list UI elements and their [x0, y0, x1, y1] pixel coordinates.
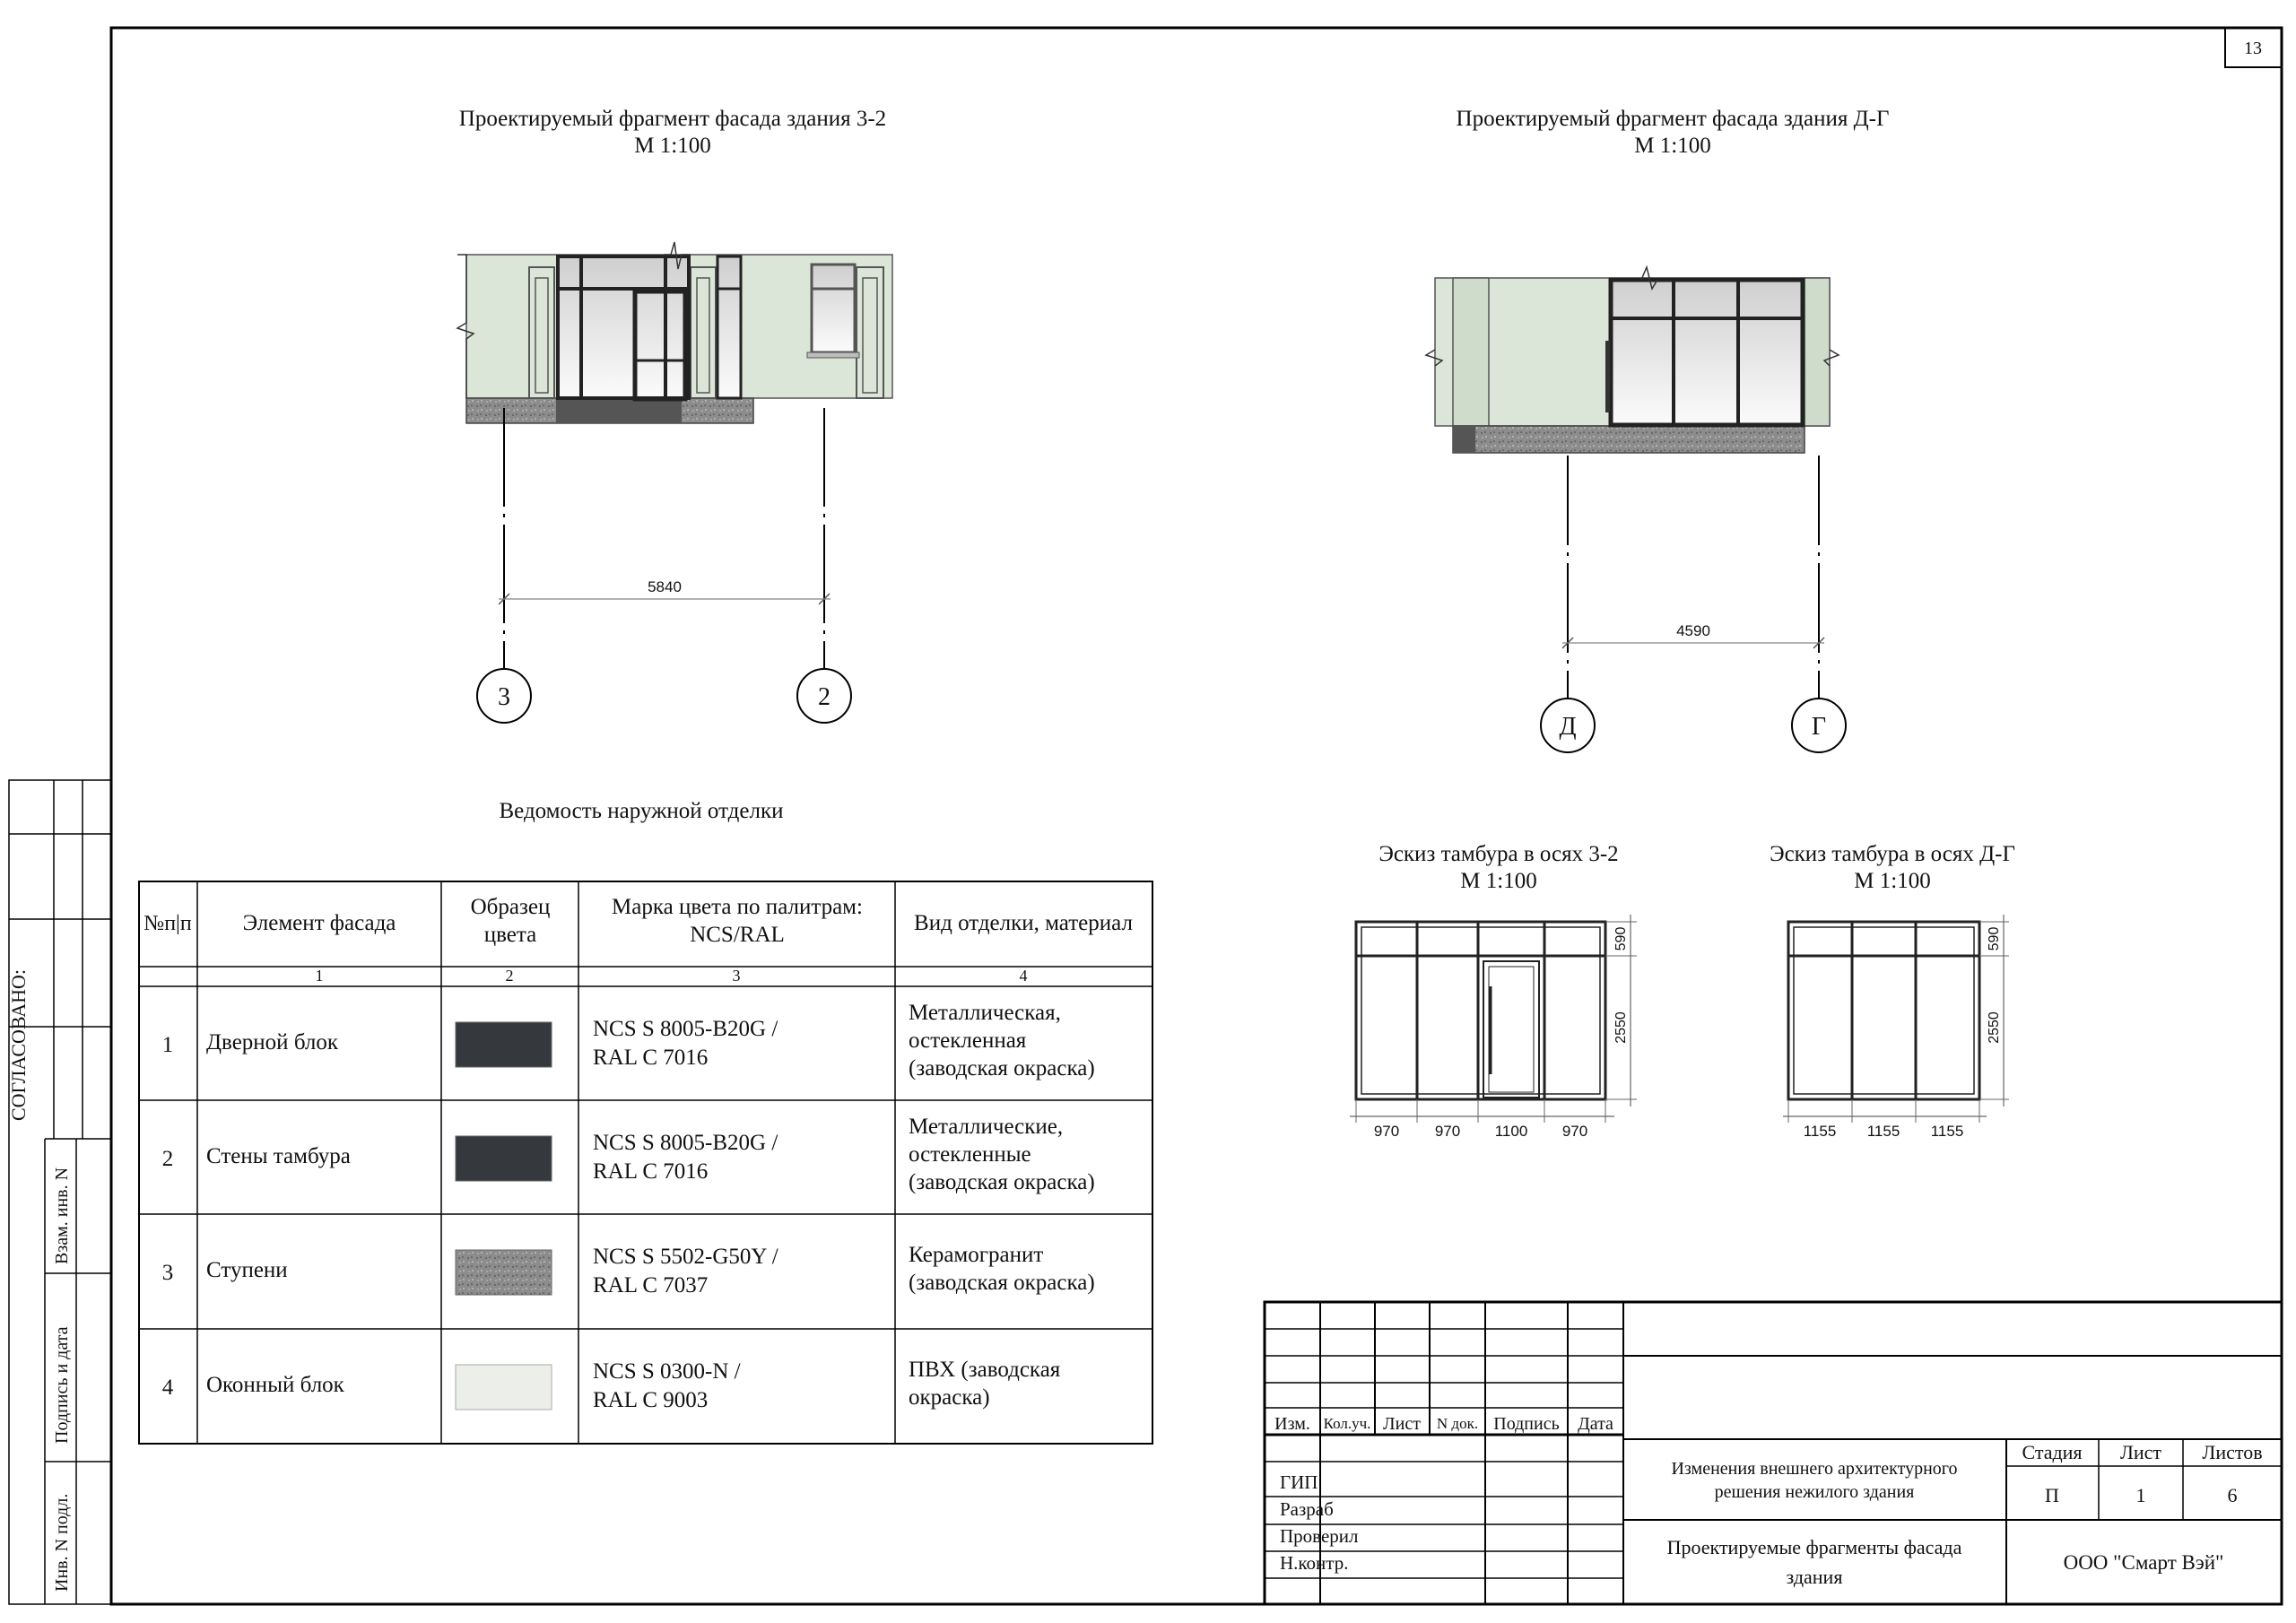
table-row-3-material-1: Керамогранит — [909, 1243, 1044, 1267]
table-colnum-1: 1 — [315, 967, 324, 985]
tb-stage-label: Стадия — [2022, 1441, 2083, 1463]
table-row-1-material-3: (заводская окраска) — [909, 1056, 1095, 1081]
table-header-material: Вид отделки, материал — [914, 911, 1133, 935]
table-colnum-3: 3 — [732, 967, 741, 985]
tb-col-date: Дата — [1578, 1414, 1613, 1434]
sketch-left-dim-2: 970 — [1434, 1123, 1461, 1140]
table-header-swatch-wrap — [443, 888, 578, 965]
tb-stage-value: П — [2045, 1484, 2059, 1506]
sketch-right-dim-3: 1155 — [1930, 1123, 1964, 1140]
tb-project-line-1: Изменения внешнего архитектурного — [1671, 1459, 1958, 1479]
axis-g-label: Г — [1811, 713, 1827, 741]
axis-d-label: Д — [1559, 713, 1577, 741]
tb-sheet-label: Лист — [2119, 1441, 2162, 1463]
sheet-border — [111, 28, 2282, 1604]
facade-left-drawing — [457, 242, 892, 723]
tb-role-nkontr: Н.контр. — [1280, 1552, 1349, 1574]
sketch-right-dim-1: 1155 — [1803, 1123, 1837, 1140]
tb-col-izm: Изм. — [1274, 1414, 1310, 1434]
table-header-code-wrap — [580, 888, 894, 965]
table-row-4-element: Оконный блок — [206, 1373, 344, 1397]
tb-sheet-value: 1 — [2135, 1484, 2146, 1506]
tb-sheet-line-1: Проектируемые фрагменты фасада — [1666, 1536, 1962, 1558]
axis-2-label: 2 — [818, 683, 831, 711]
table-row-1-num: 1 — [161, 1033, 174, 1057]
table-header-num: №п|п — [144, 912, 192, 935]
tb-role-proveril: Проверил — [1280, 1525, 1359, 1547]
table-row-2-material-2: остекленные — [909, 1142, 1031, 1167]
table-row-3-element: Ступени — [206, 1258, 288, 1282]
tb-col-list: Лист — [1383, 1414, 1421, 1434]
table-colnum-4: 4 — [1019, 967, 1028, 985]
table-header-element: Элемент фасада — [242, 911, 396, 935]
table-row-4-num: 4 — [161, 1376, 174, 1400]
sketch-left-dim-1: 970 — [1373, 1123, 1400, 1140]
table-row-2-swatch — [456, 1136, 552, 1181]
agreed-label: СОГЛАСОВАНО: — [7, 969, 30, 1121]
tb-project-line-2: решения нежилого здания — [1714, 1482, 1915, 1502]
table-row-2-code-1: NCS S 8005-B20G / — [593, 1131, 778, 1155]
tb-role-razrab: Разраб — [1280, 1498, 1334, 1520]
facade-right-dimension: 4590 — [1676, 622, 1710, 639]
sketch-left-title: Эскиз тамбура в осях 3-2 — [1378, 842, 1619, 866]
sketch-left-dim-v2: 2550 — [1613, 1011, 1629, 1044]
tb-company: ООО "Смарт Вэй" — [2063, 1551, 2224, 1574]
sketch-left-scale: М 1:100 — [1460, 869, 1537, 893]
facade-right-scale: М 1:100 — [1634, 134, 1711, 158]
sign-date-label: Подпись и дата — [52, 1326, 72, 1444]
table-row-3-num: 3 — [161, 1261, 174, 1285]
table-row-3-swatch — [456, 1250, 552, 1295]
table-row-1-element: Дверной блок — [206, 1030, 339, 1055]
tb-role-gip: ГИП — [1280, 1471, 1318, 1493]
facade-left-scale: М 1:100 — [634, 134, 711, 158]
table-row-2-code-2: RAL C 7016 — [593, 1159, 709, 1184]
sketch-left-dim-3: 1100 — [1494, 1123, 1528, 1140]
table-row-4-swatch — [456, 1365, 552, 1410]
tb-sheet-line-2: здания — [1786, 1566, 1843, 1588]
table-row-2-num: 2 — [161, 1147, 174, 1171]
finish-table-title: Ведомость наружной отделки — [499, 799, 784, 823]
facade-left-title: Проектируемый фрагмент фасада здания 3-2 — [458, 107, 887, 131]
table-row-3-material-2: (заводская окраска) — [909, 1271, 1095, 1295]
tb-col-ndoc: N док. — [1436, 1415, 1479, 1432]
sketch-right-dim-v1: 590 — [1987, 926, 2002, 951]
table-row-4-material-2: окраска) — [909, 1385, 990, 1410]
table-row-4-material-1: ПВХ (заводская — [909, 1358, 1061, 1382]
axis-3-label: 3 — [498, 683, 510, 711]
sketch-right-title: Эскиз тамбура в осях Д-Г — [1770, 842, 2015, 866]
table-row-4-code-2: RAL C 9003 — [593, 1388, 709, 1412]
table-row-1-material-2: остекленная — [909, 1028, 1027, 1053]
tb-sheets-value: 6 — [2227, 1484, 2238, 1506]
facade-left-dimension: 5840 — [648, 578, 682, 595]
table-row-1-code-2: RAL C 7016 — [593, 1046, 709, 1070]
table-row-1-material-1: Металлическая, — [909, 1001, 1061, 1025]
sketch-right-dim-v2: 2550 — [1987, 1011, 2002, 1044]
table-row-1-code-1: NCS S 8005-B20G / — [593, 1017, 778, 1041]
tb-col-sign: Подпись — [1493, 1414, 1560, 1434]
inv-orig-label: Инв. N подл. — [52, 1493, 72, 1592]
table-header-code: Марка цвета по палитрам: NCS/RAL — [612, 895, 863, 947]
table-row-3-code-1: NCS S 5502-G50Y / — [593, 1245, 778, 1269]
sketch-right-drawing — [1783, 915, 2009, 1123]
sketch-left-dim-v1: 590 — [1613, 926, 1629, 951]
facade-right-title: Проектируемый фрагмент фасада здания Д-Г — [1456, 107, 1890, 131]
table-row-4-code-1: NCS S 0300-N / — [593, 1359, 741, 1384]
sketch-right-scale: М 1:100 — [1854, 869, 1931, 893]
table-row-1-swatch — [456, 1022, 552, 1067]
tb-sheets-label: Листов — [2202, 1441, 2263, 1463]
sketch-right-dim-2: 1155 — [1866, 1123, 1900, 1140]
sketch-left-drawing — [1350, 915, 1637, 1123]
tb-col-kolu: Кол.уч. — [1323, 1415, 1371, 1432]
sheet-number: 13 — [2244, 39, 2262, 58]
sketch-left-dim-4: 970 — [1561, 1123, 1588, 1140]
replace-inv-label: Взам. инв. N — [52, 1167, 72, 1264]
table-row-3-code-2: RAL C 7037 — [593, 1273, 709, 1298]
table-colnum-2: 2 — [505, 967, 514, 985]
table-row-2-element: Стены тамбура — [206, 1144, 351, 1168]
table-row-2-material-1: Металлические, — [909, 1115, 1064, 1139]
table-header-swatch: Образец цвета — [470, 895, 551, 947]
facade-right-drawing — [1426, 267, 1846, 752]
table-row-2-material-3: (заводская окраска) — [909, 1170, 1095, 1194]
